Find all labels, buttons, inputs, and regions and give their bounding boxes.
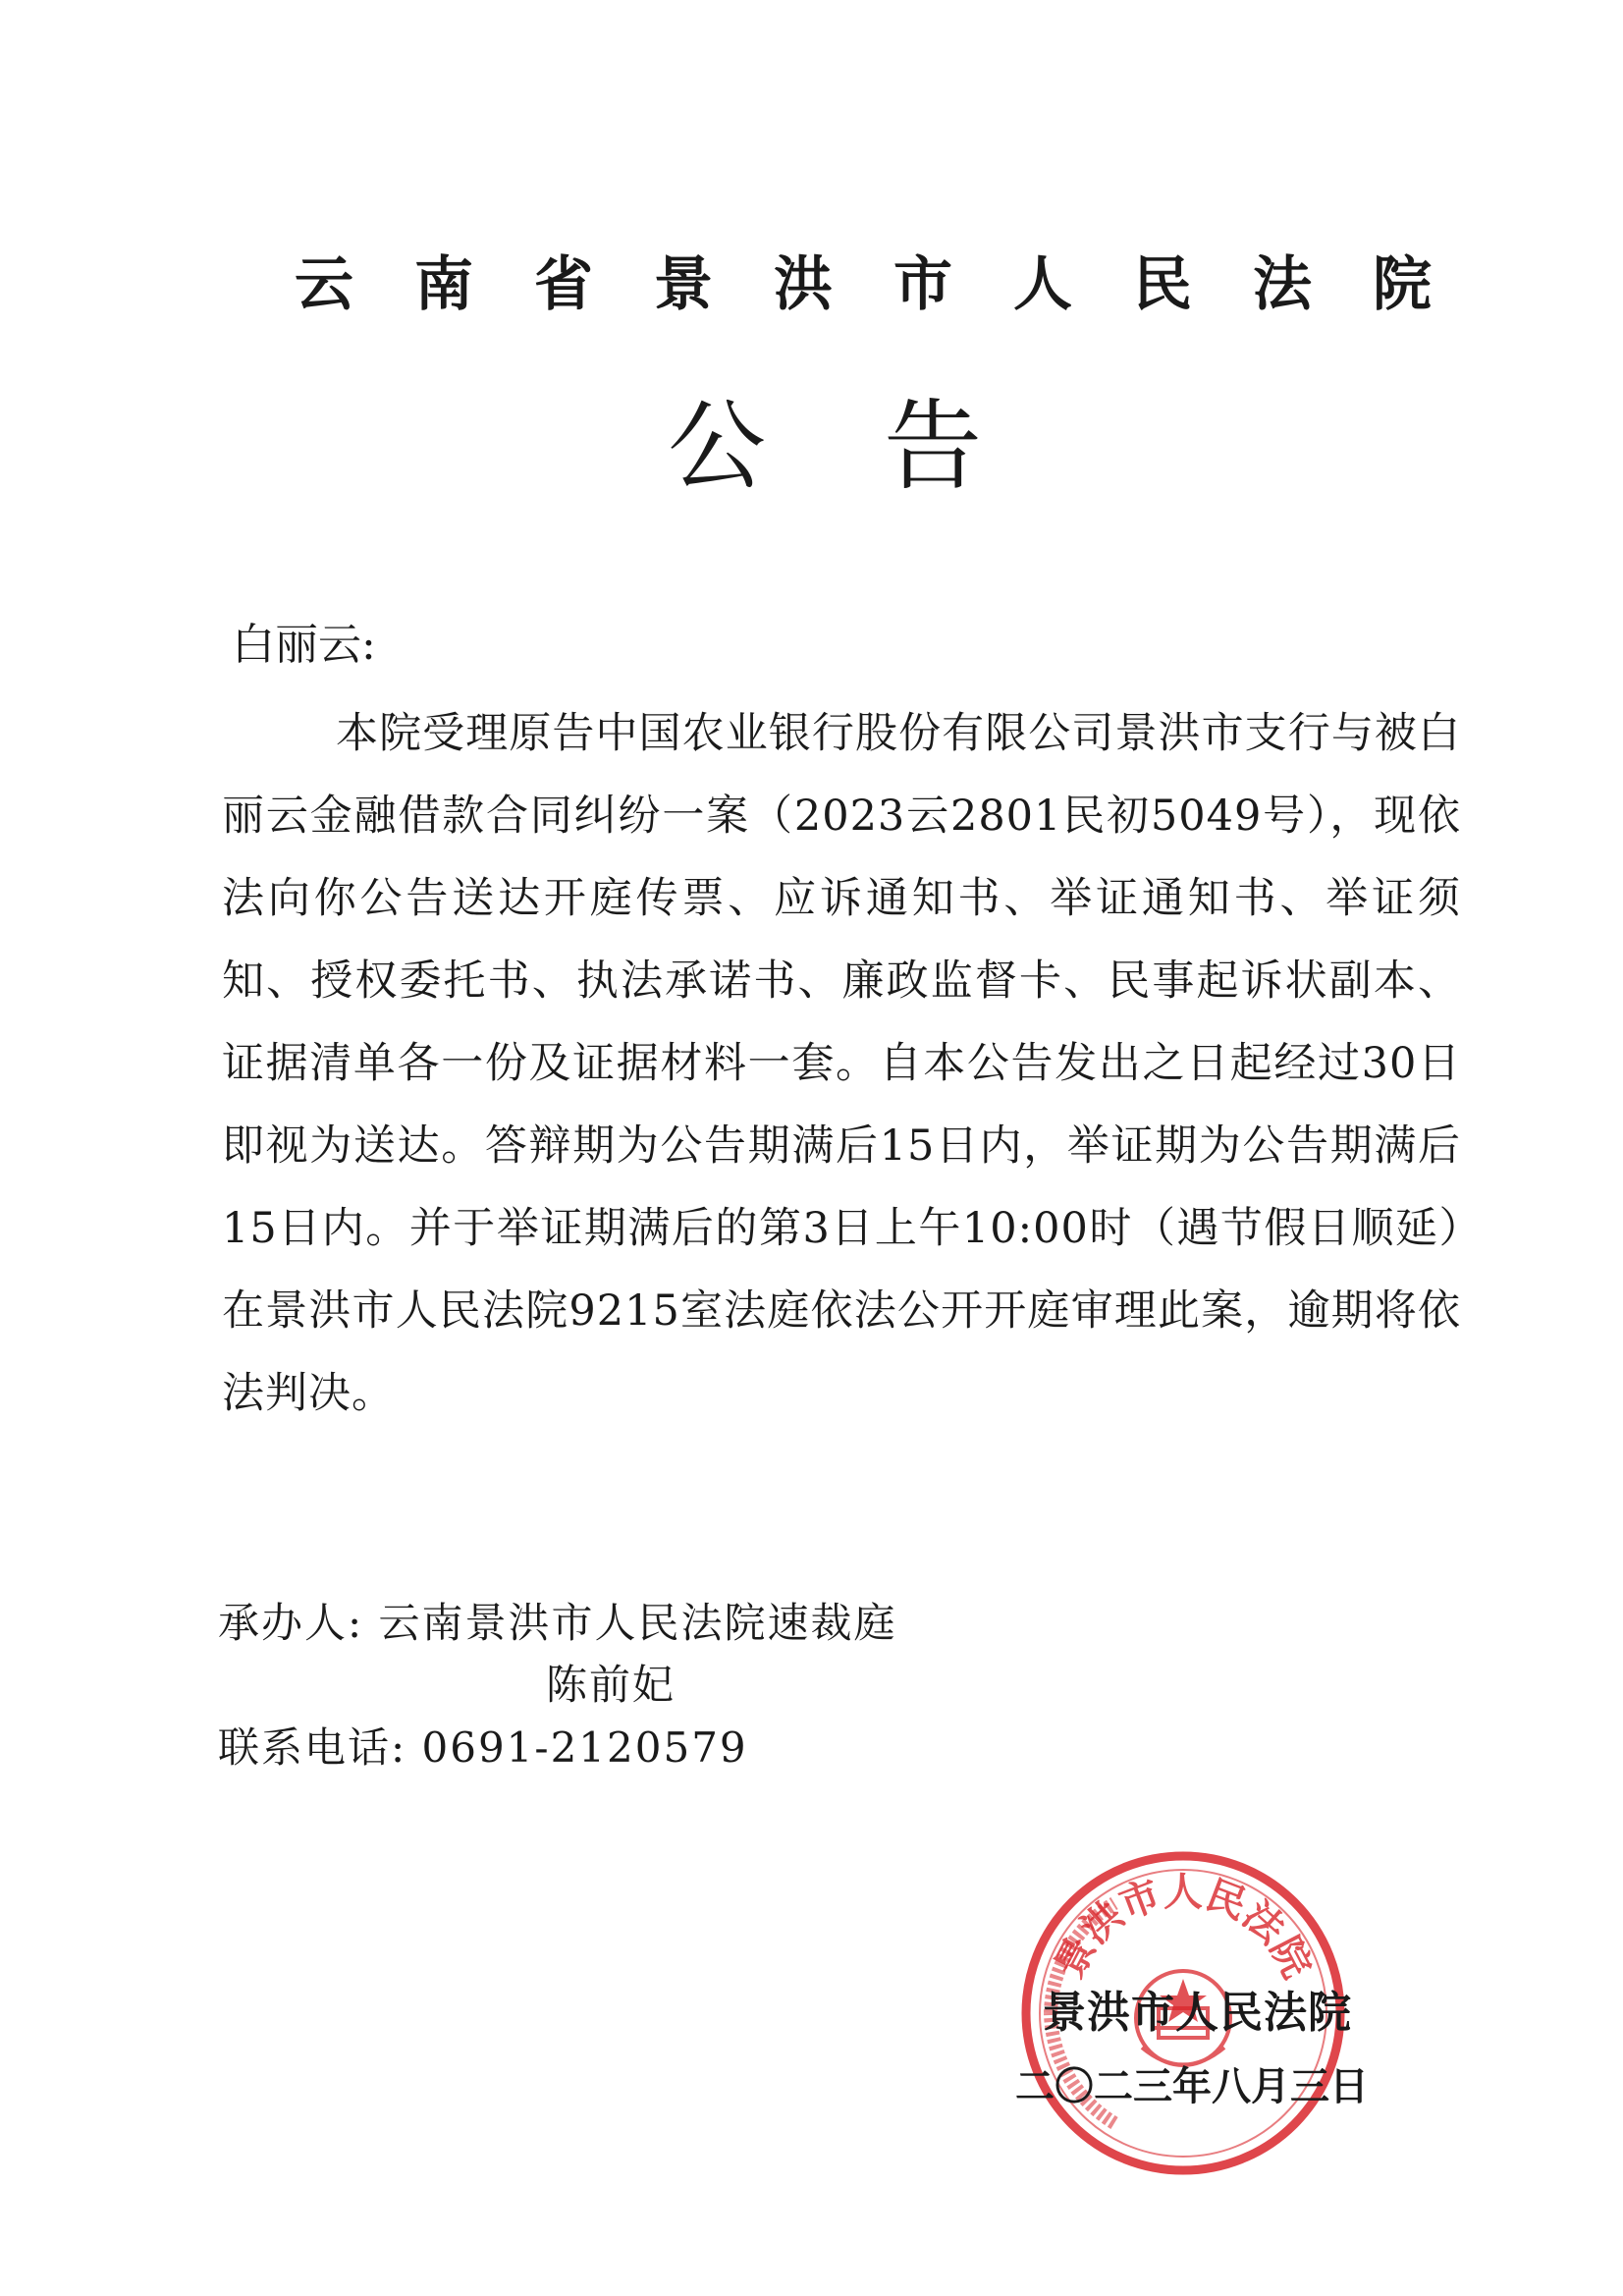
court-name-heading: 云南省景洪市人民法院 — [295, 250, 1492, 319]
handler-name: 陈前妃 — [546, 1661, 676, 1709]
seal-text: 景洪市人民法院 — [1047, 1870, 1320, 1986]
handler-line: 承办人: 云南景洪市人民法院速裁庭 — [218, 1599, 897, 1647]
document-title: 公告 — [668, 389, 1100, 504]
signature-date: 二〇二三年八月三日 — [1015, 2063, 1369, 2109]
addressee: 白丽云: — [232, 620, 376, 670]
signature-court: 景洪市人民法院 — [1043, 1988, 1352, 2038]
notice-body: 本院受理原告中国农业银行股份有限公司景洪市支行与被白丽云金融借款合同纠纷一案（2023云2801民初5049号），现依法向你公告送达开庭传票、应诉通知书、举证通知书、举证须知、授权委托书、执法承诺书、廉政监督卡、民事起诉状副本、证据清单各一份及证据材料一套。自本公告发出之日起经过30日即视为送达。答辩期为公告期满后15日内，举证期为公告期满后15日内。并于举证期满后的第3日上午10:00时（遇节假日顺延）在景洪市人民法院9215室法庭依法公开开庭审理此案，逾期将依法判决。 — [222, 709, 1461, 1418]
phone-line: 联系电话: 0691-2120579 — [218, 1723, 748, 1772]
